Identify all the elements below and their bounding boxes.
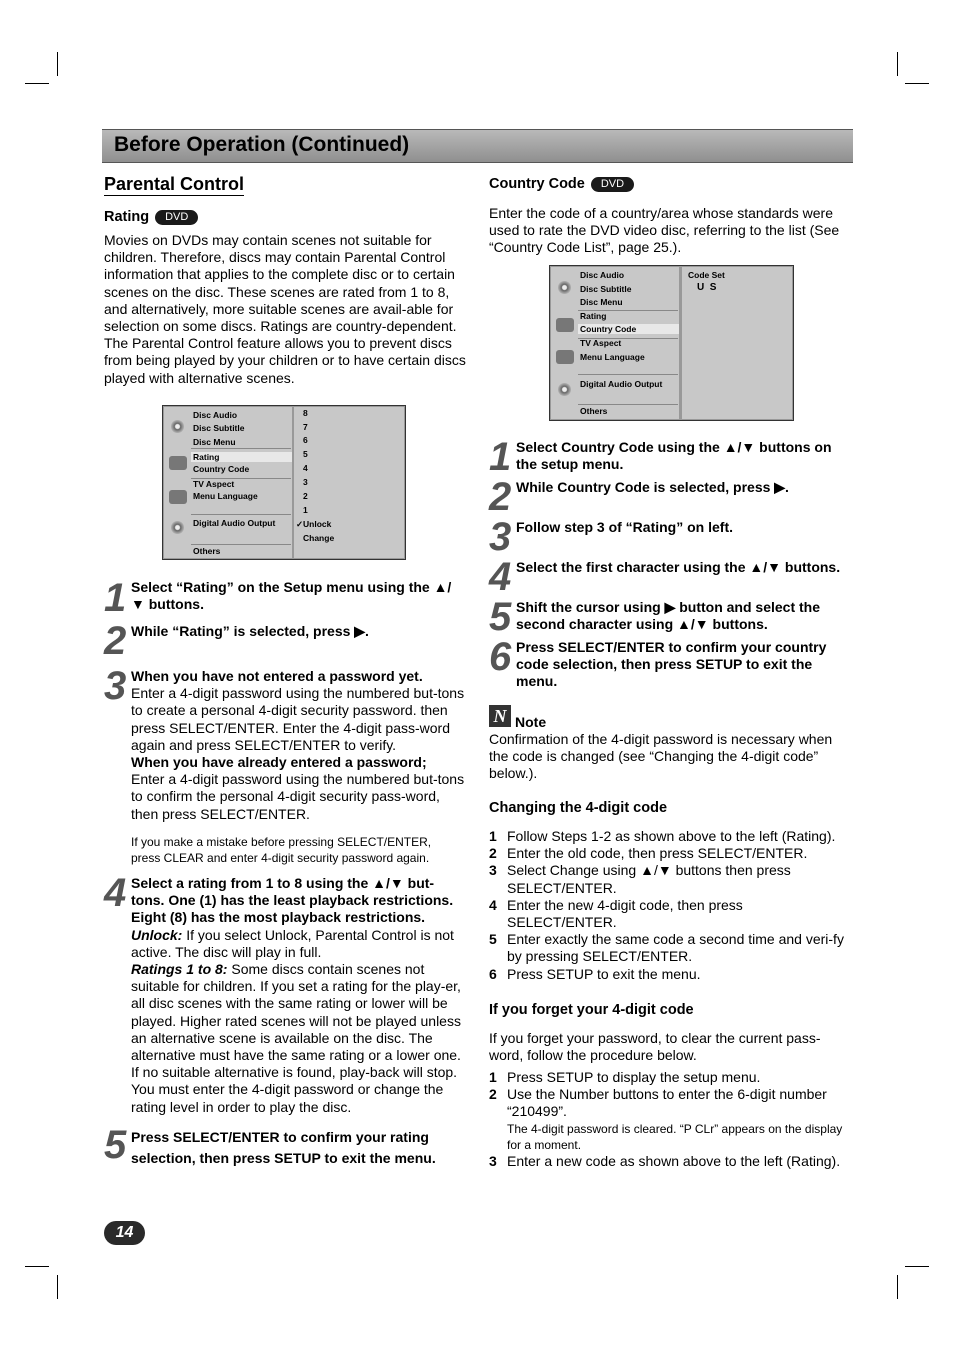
rating-heading-text: Rating xyxy=(104,209,150,225)
rating-option: 2 xyxy=(303,491,308,501)
country-code-heading-text: Country Code xyxy=(489,176,585,192)
rating-option: 5 xyxy=(303,449,308,459)
country-step-6: Press SELECT/ENTER to confirm your country code selection, then press SETUP to exit the menu. xyxy=(516,639,827,690)
menu-item-disc-audio: Disc Audio xyxy=(580,270,625,280)
list-item: 3 Enter a new code as shown above to the left (Rating). xyxy=(489,1152,841,1169)
changing-code-heading: Changing the 4-digit code xyxy=(489,800,668,816)
step-number: 4 xyxy=(104,871,125,915)
unlock-text: If you select Unlock, Parental Control is not active. The disc will play in full. xyxy=(131,926,454,960)
list-item: 1 Follow Steps 1-2 as shown above to the left (Rating). xyxy=(489,828,836,844)
country-step-5: Shift the cursor using ▶ button and select the second character using ▲/▼ buttons. xyxy=(516,599,821,633)
speaker-icon xyxy=(558,383,571,396)
step-number: 1 xyxy=(489,435,510,479)
menu-divider xyxy=(191,514,291,515)
menu-item-rating: Rating xyxy=(193,452,220,462)
menu-divider xyxy=(191,544,291,545)
lock-icon xyxy=(169,456,187,470)
menu-item-country-code: Country Code xyxy=(580,324,637,334)
country-code-value: U S xyxy=(697,282,717,293)
rating-step-5: Press SELECT/ENTER to confirm your rating selection, then press SETUP to exit the menu. xyxy=(131,1129,436,1166)
ratings-label: Ratings 1 to 8: xyxy=(131,961,228,978)
step-4-unlock xyxy=(131,927,467,961)
menu-item-disc-menu: Disc Menu xyxy=(193,437,236,447)
step-3-body-has-password: Enter a 4-digit password using the numbered but-tons to confirm the personal 4-digit security pass-word, then press SELECT/ENTER. xyxy=(131,771,465,822)
note-icon: N xyxy=(489,705,511,727)
section-title: Parental Control xyxy=(104,174,245,194)
menu-item-disc-subtitle: Disc Subtitle xyxy=(580,284,632,294)
tv-icon xyxy=(169,490,187,504)
country-step-3: Follow step 3 of “Rating” on left. xyxy=(516,519,733,535)
list-item: 1 Press SETUP to display the setup menu. xyxy=(489,1069,761,1085)
country-step-1: Select Country Code using the ▲/▼ buttons on the setup menu. xyxy=(516,439,832,473)
crop-mark xyxy=(57,1275,58,1299)
rating-option: 7 xyxy=(303,422,308,432)
step-3-heading-no-password: When you have not entered a password yet. xyxy=(131,668,423,684)
crop-mark xyxy=(897,1275,898,1299)
menu-divider xyxy=(578,404,678,405)
note-text: Confirmation of the 4-digit password is necessary when the code is changed (see “Changing the 4-digit code” below.). xyxy=(489,731,833,782)
menu-item-disc-subtitle: Disc Subtitle xyxy=(193,423,245,433)
menu-divider xyxy=(191,448,291,449)
menu-divider xyxy=(578,374,678,375)
step-3-body-no-password: Enter a 4-digit password using the numbered but-tons to create a personal 4-digit security password. then press SELECT/ENTER. Enter the 4-digit pass-word again and press SELECT/ENTER to verify. xyxy=(131,685,465,753)
rating-intro: Movies on DVDs may contain scenes not suitable for children. Therefore, discs may contain Parental Control information that applies to the complete disc or to certain scenes on the disc. These scenes are rated from 1 to 8, and alternatively, more suitable scenes are avail-able for selection on some discs. Ratings are country-dependent. The Parental Control feature allows you to prevent discs from being played by your children or to have certain discs played with alternative scenes. xyxy=(104,232,466,386)
page-number: 14 xyxy=(104,1221,145,1245)
ratings-text: Some discs contain scenes not suitable for children. If you set a rating for the play-er, all disc scenes with the same rating or lower will be played. Higher rated scenes will not be played unless an alternative scene is available on the disc. The alternative must have the same rating or a lower one. If no suitable alternative is found, play-back will stop. You must enter the 4-digit password or change the rating level in order to play the disc. xyxy=(131,961,461,1115)
country-step-4: Select the first character using the ▲/▼ buttons. xyxy=(516,559,841,575)
crop-mark xyxy=(25,1266,49,1267)
changing-code-steps xyxy=(489,828,851,983)
note-label: Note xyxy=(515,714,547,730)
menu-item-disc-menu: Disc Menu xyxy=(580,297,623,307)
crop-mark xyxy=(905,1266,929,1267)
rating-heading xyxy=(104,209,198,226)
rating-option: 1 xyxy=(303,505,308,515)
lock-icon xyxy=(556,318,574,332)
crop-mark xyxy=(905,83,929,84)
disc-icon xyxy=(171,420,184,433)
step-4-ratings xyxy=(131,961,467,1116)
rating-step-2: While “Rating” is selected, press ▶. xyxy=(131,623,369,639)
tv-icon xyxy=(556,350,574,364)
menu-item-menu-language: Menu Language xyxy=(193,491,258,501)
list-item: 2 Use the Number buttons to enter the 6-digit number “210499”. The 4-digit password is cleared. “P CLr” appears on the display for a moment. xyxy=(489,1086,851,1152)
forget-code-heading: If you forget your 4-digit code xyxy=(489,1002,694,1018)
rating-setup-menu xyxy=(162,405,406,560)
dvd-badge: DVD xyxy=(155,210,198,225)
step-number: 5 xyxy=(104,1123,125,1167)
check-icon: ✓ xyxy=(296,519,304,529)
step-number: 3 xyxy=(104,664,125,708)
step-number: 4 xyxy=(489,555,510,599)
rating-option: 4 xyxy=(303,463,308,473)
unlock-label: Unlock: xyxy=(131,926,183,943)
forget-code-steps xyxy=(489,1069,851,1170)
crop-mark xyxy=(897,52,898,76)
step-3-heading-has-password: When you have already entered a password; xyxy=(131,754,427,771)
crop-mark xyxy=(57,52,58,76)
menu-item-disc-audio: Disc Audio xyxy=(193,410,238,420)
menu-item-digital-audio-output: Digital Audio Output xyxy=(193,518,276,528)
menu-item-country-code: Country Code xyxy=(193,464,250,474)
menu-item-tv-aspect: TV Aspect xyxy=(580,338,622,348)
step-number: 6 xyxy=(489,635,510,679)
crop-mark xyxy=(25,83,49,84)
menu-item-others: Others xyxy=(580,406,608,416)
header-banner xyxy=(102,129,853,163)
list-item: 5 Enter exactly the same code a second time and veri-fy by pressing SELECT/ENTER. xyxy=(489,931,844,965)
rating-step-4 xyxy=(131,875,467,1116)
rating-step-3 xyxy=(131,668,466,823)
page-title: Before Operation (Continued) xyxy=(114,133,410,156)
dvd-badge: DVD xyxy=(591,177,634,192)
menu-item-digital-audio-output: Digital Audio Output xyxy=(580,379,663,389)
country-code-heading xyxy=(489,176,634,193)
forget-step-2-note: The 4-digit password is cleared. “P CLr” appears on the display for a moment. xyxy=(507,1121,843,1152)
country-setup-menu xyxy=(549,265,794,421)
country-step-2: While Country Code is selected, press ▶. xyxy=(516,479,789,495)
step-number: 2 xyxy=(104,619,125,663)
code-set-label: Code Set xyxy=(688,270,725,280)
disc-icon xyxy=(558,281,571,294)
rating-option-unlock: Unlock xyxy=(303,519,332,529)
step-number: 1 xyxy=(104,576,125,620)
speaker-icon xyxy=(171,521,184,534)
country-code-intro: Enter the code of a country/area whose standards were used to rate the DVD video disc, referring to the list (See “Country Code List”, page 25.). xyxy=(489,205,840,256)
menu-item-tv-aspect: TV Aspect xyxy=(193,479,235,489)
menu-item-others: Others xyxy=(193,546,221,556)
forget-code-intro: If you forget your password, to clear the current pass-word, follow the procedure below. xyxy=(489,1030,821,1064)
rating-option: 6 xyxy=(303,435,308,445)
rating-option-change: Change xyxy=(303,533,335,543)
rating-step-1: Select “Rating” on the Setup menu using the ▲/▼ buttons. xyxy=(131,579,452,613)
menu-item-menu-language: Menu Language xyxy=(580,352,645,362)
step-number: 2 xyxy=(489,475,510,519)
step-number: 5 xyxy=(489,595,510,639)
list-item: 2 Enter the old code, then press SELECT/ENTER. xyxy=(489,845,808,862)
list-item: 3 Select Change using ▲/▼ buttons then press SELECT/ENTER. xyxy=(489,862,791,896)
rating-option: 3 xyxy=(303,477,308,487)
step-3-tip: If you make a mistake before pressing SELECT/ENTER, press CLEAR and enter 4-digit security password again. xyxy=(131,835,432,865)
step-number: 3 xyxy=(489,515,510,559)
list-item: 6 Press SETUP to exit the menu. xyxy=(489,965,701,982)
list-item: 4 Enter the new 4-digit code, then press SELECT/ENTER. xyxy=(489,896,743,931)
menu-item-rating: Rating xyxy=(580,311,607,321)
step-4-heading: Select a rating from 1 to 8 using the ▲/▼ but-tons. One (1) has the least playback restrictions. Eight (8) has the most playback restrictions. xyxy=(131,875,454,926)
rating-option: 8 xyxy=(303,408,308,418)
